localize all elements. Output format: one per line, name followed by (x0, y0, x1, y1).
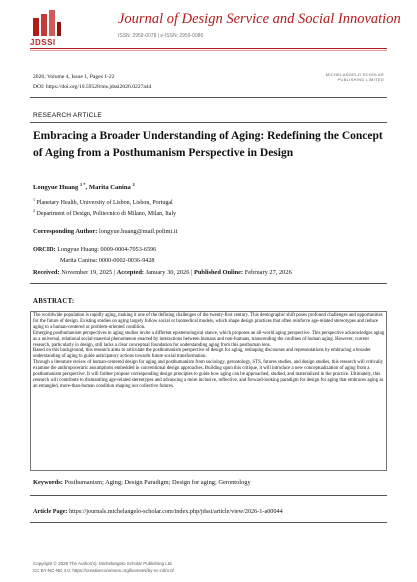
received-label: Received: (33, 269, 60, 276)
orcid-entry[interactable]: Marita Canina: 0000-0002-0036-9428 (60, 257, 155, 264)
divider (30, 97, 387, 98)
header-rule-secondary (30, 50, 387, 51)
publisher-name: MICHELANGELO SCHOLAR PUBLISHING LIMITED (325, 72, 384, 82)
published-label: Published Online: (193, 269, 244, 276)
author-name: Marita Canina (88, 184, 131, 192)
journal-title: Journal of Design Service and Social Innovation (118, 11, 401, 27)
author-line: Longyue Huang $^{1 *}$, Marita Canina $^2$ (33, 182, 135, 192)
keywords-label: Keywords: (33, 479, 63, 486)
abstract-body (33, 313, 385, 390)
abstract-paragraph: Based on this background, this research aims to articulate the posthumanism perspective of design for aging, reshaping discourses and representations by embracing a broader understanding of aging to guide anticipatory actions towards future social transformation. (33, 348, 371, 360)
abstract-heading: ABSTRACT: (33, 298, 75, 305)
copyright: Copyright © 2026 The Author(s). Michelangelo Scholar Publishing Ltd. (33, 561, 173, 566)
abstract-paragraph: Emerging posthumanism perspectives in aging studies invite a different epistemological stance, which proposes an all-world aging perspective. This perspective acknowledges aging as a universal, relational social-material phenomenon enacted by interactions between humans and non-humans, transcending the confines of human aging. However, current research, particularly in design, still lacks a clear conceptual foundation for understanding aging from this posthuman lens. (33, 330, 385, 348)
corresponding-author (33, 228, 177, 235)
accepted-date: January 30, 2026 (145, 269, 190, 276)
author-name: Longyue Huang (33, 184, 79, 192)
affiliation-text: Planetary Health, University of Lisbon, Lisbon, Portugal (36, 200, 173, 206)
issue-meta (33, 72, 151, 92)
corresponding-label: Corresponding Author: (33, 228, 98, 235)
article-page-link[interactable]: https://journals.michelangelo-scholar.com/index.php/jdssi/article/view/2026-1-a00044 (69, 508, 283, 515)
received-date: November 19, 2025 (61, 269, 113, 276)
corresponding-email[interactable]: longyue.huang@mail.polimi.it (98, 228, 178, 235)
author-marks: 1 * (79, 182, 86, 187)
issue-line: 2026; Volume 4, Issue 1, Pages 1-22 (33, 74, 115, 80)
affiliation-number: 2 (33, 208, 35, 213)
accepted-label: Accepted: (116, 269, 144, 276)
orcid-entry[interactable]: Longyue Huang: 0009-0004-7053-6596 (57, 246, 157, 253)
divider (30, 522, 387, 523)
logo-text: JDSSI (30, 38, 56, 47)
keywords (33, 479, 251, 486)
published-date: February 27, 2026 (244, 269, 292, 276)
author-marks: 2 (132, 182, 135, 187)
article-type: RESEARCH ARTICLE (33, 112, 103, 119)
affiliation-number: 1 (33, 197, 35, 202)
doi-line[interactable]: DOI: https://doi.org/10.59528/ms.jdssi2026.0227a44 (33, 84, 152, 90)
journal-logo (33, 10, 61, 36)
header-rule (30, 48, 387, 49)
article-page (33, 508, 283, 515)
orcid-label: ORCID: (33, 246, 56, 253)
article-page-label: Article Page: (33, 508, 68, 515)
issn: ISSN: 2959-0078 | e-ISSN: 2959-0086 (118, 33, 204, 39)
footer (33, 561, 174, 574)
orcid-block (33, 244, 156, 266)
license-link[interactable]: CC BY-NC-ND 4.0: https://creativecommons.org/licenses/by-nc-nd/4.0/ (33, 567, 174, 573)
article-title: Embracing a Broader Understanding of Aging: Redefining the Concept of Aging from a Posthumanism Perspective in Design (33, 130, 383, 159)
abstract-paragraph: The worldwide population is rapidly aging, making it one of the defining challenges of the twenty-first century. This demographic shift poses profound challenges and opportunities for the future of design. Existing studies on aging largely follow social or biomedical models, which shape design practices that often reinforce age-related stereotypes and reduce aging to a human-centered or problem-oriented condition. (33, 313, 383, 330)
article-dates: Received: November 19, 2025 | Accepted: January 30, 2026 | Published Online: February 27, 2026 (33, 269, 292, 276)
abstract-paragraph: Through a literature review of human-centered design for aging and posthumanism from sociology, gerontology, STS, futures studies, and design studies, this research will critically examine the anthropocentric assumptions embedded in conventional design approaches. Building upon this critique, it will introduce a new conceptualization of aging from a posthumanism perspective. It will further propose corresponding design principles to guide how aging can be approached, studied, and materialized in the practice. Ultimately, this research will contribute to dismantling age-related stereotypes and advancing a more inclusive, reflective, and forward-looking paradigm for design for aging that embraces aging as an entangled, more-than-human condition shaping our collective futures. (33, 360, 384, 389)
divider (30, 495, 387, 496)
affiliation-text: Department of Design, Politecnico di Milano, Milan, Italy (36, 211, 177, 217)
affiliation (33, 208, 176, 217)
divider (30, 283, 387, 284)
affiliation (33, 197, 173, 206)
divider (30, 122, 387, 123)
keywords-text: Posthumanism; Aging; Design Paradigm; Design for aging; Gerontology (64, 479, 251, 486)
